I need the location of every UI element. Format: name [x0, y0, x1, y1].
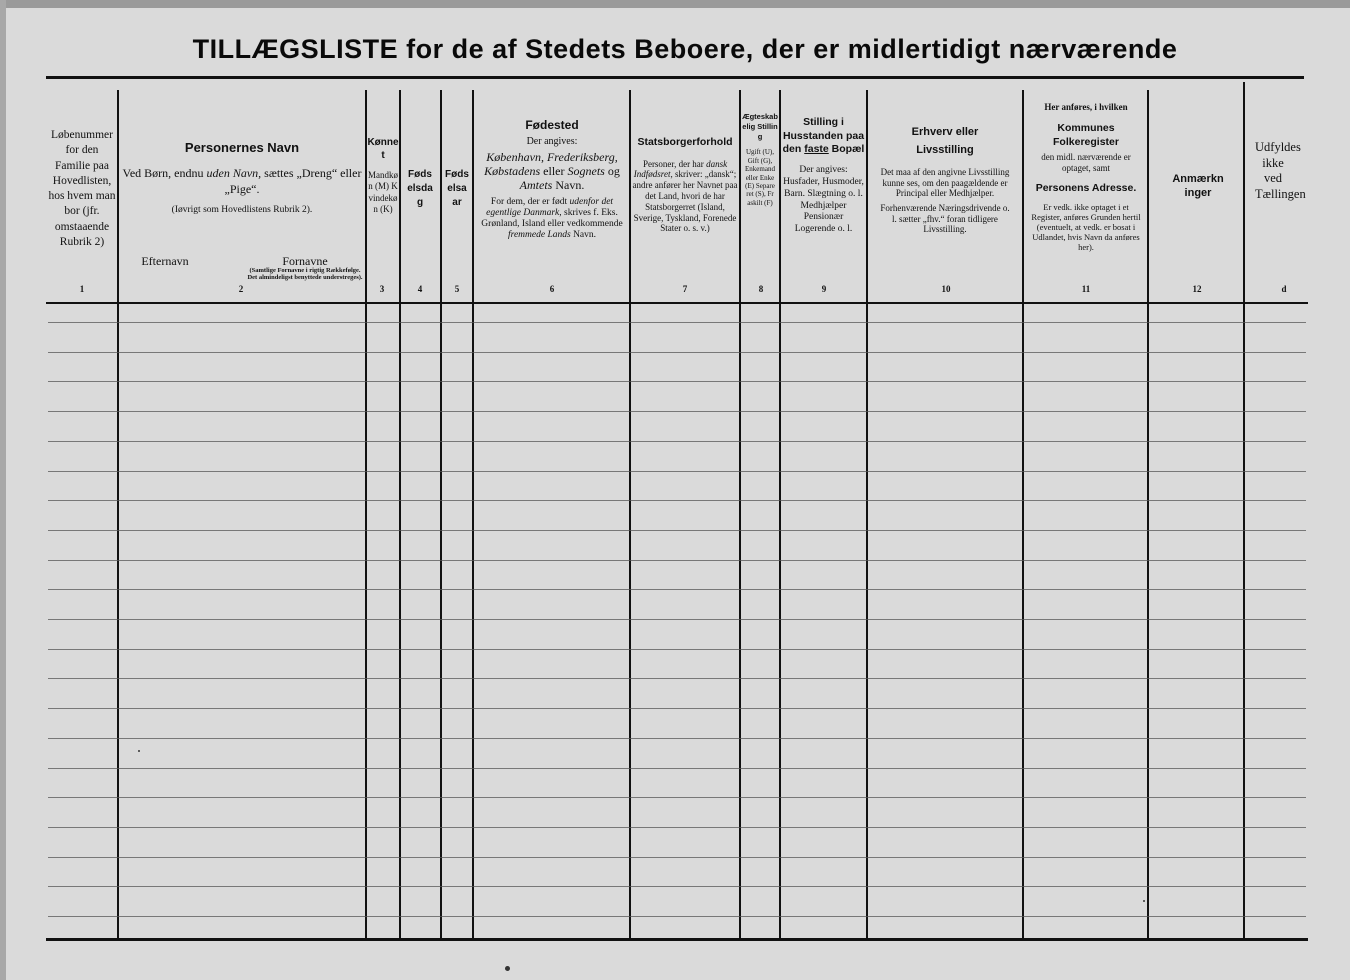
col-11-text-0: Her anføres, i hvilken — [1044, 102, 1128, 112]
col-9-text: Der angives: Husfader, Husmoder, Barn. Slægtning o. l. Medhjælper Pensionær Logerende o. l. — [783, 164, 864, 235]
col-number-1: 1 — [79, 284, 85, 294]
col-9-heading-underlined: faste — [804, 143, 829, 156]
col-6-text: eller — [540, 164, 568, 179]
entry-row-line — [48, 768, 1306, 769]
entry-row-line — [48, 560, 1306, 561]
col-3-heading: Kønnet — [367, 137, 399, 161]
col-2-instruction — [120, 166, 364, 197]
entry-row-line — [48, 322, 1306, 323]
col-divider — [866, 90, 868, 940]
col-number-2: 2 — [238, 284, 244, 294]
scan-left-edge — [0, 0, 6, 980]
entry-row-line — [48, 857, 1306, 858]
col-6-heading: Fødested — [525, 118, 579, 132]
entry-row-line — [48, 500, 1306, 501]
entry-row-line — [48, 797, 1306, 798]
col-number-5: 5 — [454, 284, 460, 294]
col-6-text: Navn. — [570, 229, 597, 240]
col-6-instruction-2 — [478, 197, 626, 241]
scan-top-edge — [0, 0, 1350, 8]
col-6-text-italic: København, Frederiksberg, Købstadens — [484, 150, 618, 179]
col-6-text-italic: Sognets — [567, 164, 605, 179]
entry-row-line — [48, 827, 1306, 828]
col-4-heading: Fødselsdag — [407, 169, 433, 208]
entry-row-line — [48, 708, 1306, 709]
col-number-8: 8 — [758, 284, 764, 294]
scan-speck — [138, 750, 140, 752]
header-col-8 — [741, 112, 779, 207]
entry-row-line — [48, 649, 1306, 650]
col-2-text: Ved Børn, endnu — [122, 166, 207, 181]
entry-row-line — [48, 886, 1306, 887]
col-12-heading: Anmærkninger — [1172, 173, 1224, 200]
header-col-d — [1249, 140, 1306, 203]
col-2-note: (Iøvrigt som Hovedlistens Rubrik 2). — [171, 205, 313, 216]
header-col-9 — [781, 116, 866, 236]
col-6-sub: Der angives: — [526, 136, 578, 148]
header-col-10 — [870, 124, 1020, 235]
col-10-text-1: Det maa af den angivne Livsstilling kunne ses, om den paagældende er Principal eller Medhjælper. — [880, 167, 1010, 199]
header-col-4 — [401, 168, 439, 210]
col-6-text-italic: udenfor det egentlige Danmark, — [486, 196, 614, 218]
entry-row-line — [48, 441, 1306, 442]
col-number-12: 12 — [1192, 284, 1202, 294]
col-2-text-italic: uden Navn, — [206, 166, 262, 181]
col-number-6: 6 — [549, 284, 555, 294]
header-col-12 — [1168, 172, 1228, 201]
col-5-heading: Fødselsaar — [445, 169, 469, 208]
col-7-text: Personer, der har — [642, 158, 707, 169]
scan-speck — [1143, 900, 1145, 902]
col-2-surname-label: Efternavn — [141, 254, 189, 268]
top-thick-rule — [46, 76, 1304, 79]
col-7-instruction — [631, 159, 739, 235]
col-divider — [117, 90, 119, 940]
col-8-text: Ugift (U), Gift (G), Enkemand eller Enke (E) Separeret (S), Fraskilt (F) — [745, 148, 775, 207]
header-col-5 — [442, 168, 472, 210]
col-9-heading-text: Stilling i Husstanden paa den — [782, 116, 865, 156]
scan-speck — [505, 966, 510, 971]
col-number-10: 10 — [941, 284, 951, 294]
col-6-text-italic: Amtets — [519, 177, 553, 192]
entry-row-line — [48, 352, 1306, 353]
col-10-heading: Erhverv eller Livsstilling — [911, 126, 979, 156]
col-divider — [365, 90, 367, 940]
col-number-11: 11 — [1081, 284, 1091, 294]
col-11-heading-2: Personens Adresse. — [1035, 181, 1137, 194]
header-bottom-rule — [46, 302, 1308, 304]
col-2-text: sættes „Dreng“ eller „Pige“. — [224, 166, 362, 196]
col-divider — [1022, 90, 1024, 940]
col-6-instruction — [478, 151, 626, 192]
col-11-heading: Kommunes Folkeregister — [1053, 121, 1119, 149]
col-divider — [472, 90, 474, 940]
col-6-text: Navn. — [552, 177, 585, 192]
col-6-text: skrives f. Eks. Grønland, Island eller vedkommende — [481, 207, 623, 229]
header-col-7 — [631, 136, 739, 234]
col-2-heading: Personernes Navn — [184, 140, 300, 155]
col-divider — [440, 90, 442, 940]
col-d-text: Udfyldes ikke ved Tællingen — [1255, 140, 1306, 201]
col-divider — [1243, 82, 1245, 940]
col-number-4: 4 — [417, 284, 423, 294]
entry-row-line — [48, 678, 1306, 679]
entry-row-line — [48, 738, 1306, 739]
form-title: TILLÆGSLISTE for de af Stedets Beboere, der er midlertidigt nærværende — [192, 34, 1178, 64]
col-number-3: 3 — [379, 284, 385, 294]
bottom-thick-rule — [46, 938, 1308, 941]
col-divider — [1147, 90, 1149, 940]
header-col-6 — [478, 118, 626, 240]
col-2-firstnames-label: Fornavne — [282, 254, 328, 268]
col-7-text-italic: dansk Indfødsret, — [633, 158, 728, 180]
entry-row-line — [48, 916, 1306, 917]
col-6-text: og — [604, 164, 620, 179]
entry-row-line — [48, 471, 1306, 472]
header-col-2 — [120, 140, 364, 217]
header-col-3 — [367, 136, 399, 215]
col-number-d: d — [1281, 284, 1287, 294]
col-7-text: skriver: „dansk“; andre anfører her Navnet paa det Land, hvori de har Statsborgerret (Island, Sverige, Tyskland, Forenede Stater o. s. v.) — [632, 169, 738, 234]
col-8-heading: Ægteskabelig Stilling — [742, 112, 778, 142]
entry-row-line — [48, 530, 1306, 531]
col-divider — [739, 90, 741, 940]
entry-row-line — [48, 381, 1306, 382]
entry-row-line — [48, 411, 1306, 412]
col-10-text-2: Forhenværende Næringsdrivende o. l. sætter „fhv.“ foran tidligere Livsstilling. — [880, 203, 1010, 235]
col-3-text: Mandkøn (M) Kvindekøn (K) — [368, 170, 398, 214]
col-7-heading: Statsborgerforhold — [637, 136, 733, 148]
col-6-text-italic: fremmede Lands — [507, 229, 571, 240]
col-2-firstnames-note: (Samtlige Fornavne i rigtig Rækkefølge. Det almindeligst benyttede understreges). — [247, 267, 363, 282]
entry-row-line — [48, 589, 1306, 590]
col-9-heading — [781, 116, 866, 157]
col-number-9: 9 — [821, 284, 827, 294]
col-11-text-2: Er vedk. ikke optaget i et Register, anføres Grunden hertil (eventuelt, at vedk. er bosat i Udlandet, hvis Navn da anføres her). — [1031, 202, 1141, 253]
col-number-7: 7 — [682, 284, 688, 294]
col-9-heading-text: Bopæl — [831, 143, 865, 156]
col-11-text-1: den midl. nærværende er optaget, samt — [1041, 152, 1131, 173]
col-6-text: For dem, der er født — [490, 196, 570, 207]
entry-row-line — [48, 619, 1306, 620]
header-col-11 — [1025, 102, 1147, 252]
col-1-text: Løbenummer for den Familie paa Hovedlisten, hos hvem man bor (jfr. omstaaende Rubrik 2) — [48, 129, 116, 248]
col-divider — [399, 90, 401, 940]
header-col-1 — [48, 128, 116, 250]
